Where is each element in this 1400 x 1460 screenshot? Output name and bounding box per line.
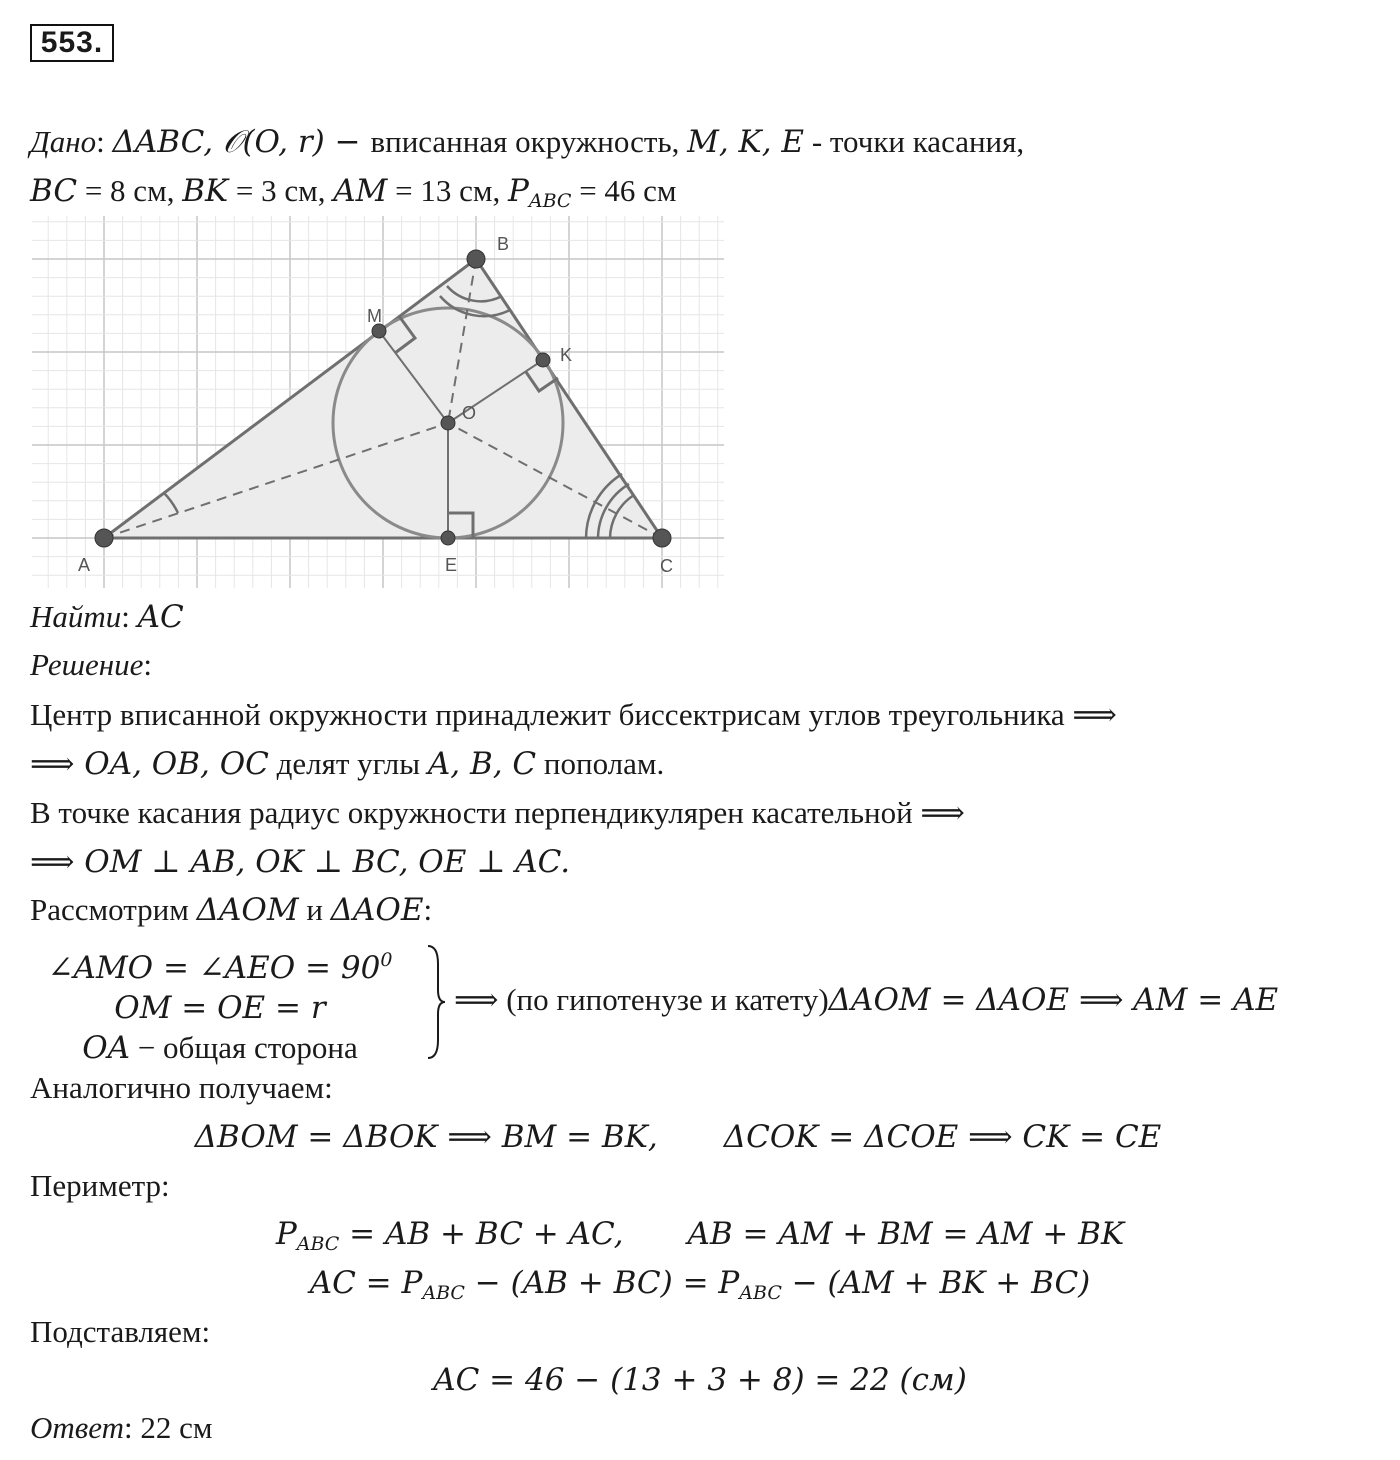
given-math: ΔABC, 𝒪(O, r) − xyxy=(112,124,371,160)
label-e: E xyxy=(445,555,458,575)
condition-3: OA − общая сторона xyxy=(82,1030,358,1066)
given-perimeter: P xyxy=(508,173,529,209)
step-3: В точке касания радиус окружности перпендикулярен касательной ⟹ xyxy=(30,795,965,830)
perimeter-formula-1: $P_{ABC}$ = AB + BC + AC, AB = AM + BM = AM + BK xyxy=(275,1216,1125,1255)
point-c xyxy=(653,529,671,547)
given-perimeter-value: = 46 см xyxy=(571,173,677,208)
point-b xyxy=(467,250,485,268)
step-5-text: Рассмотрим xyxy=(30,892,197,927)
point-k xyxy=(536,353,550,367)
right-brace xyxy=(426,944,446,1060)
perimeter-formula-2: AC = $P_{ABC} - (AB + BC) = P_{ABC} - (AM$ + BK + BC) xyxy=(309,1265,1091,1304)
analog-equations xyxy=(0,1117,1378,1157)
step-2 xyxy=(30,744,664,784)
analog-eq-1: ΔBOM = ΔBOK ⟹ BM = BK, xyxy=(194,1119,658,1155)
step-5-colon: : xyxy=(423,892,433,927)
step-5-math-1: ΔAOM xyxy=(196,892,299,928)
analog-label: Аналогично получаем: xyxy=(30,1070,333,1105)
step-2-tail: пополам. xyxy=(536,746,665,781)
step-5-and: и xyxy=(298,892,331,927)
find-label: Найти xyxy=(30,599,122,634)
system-conditions xyxy=(40,940,400,1068)
step-2-math: ⟹ OA, OB, OC xyxy=(30,746,269,782)
step-2-text: делят углы xyxy=(268,746,428,781)
given-bk-value: = 3 см, xyxy=(228,173,334,208)
step-5-math-2: ΔAOE xyxy=(330,892,424,928)
given-line-1: Дано: ΔABC, 𝒪(O, r) − вписанная окружность, M, K, E - точки касания, xyxy=(30,124,1025,160)
point-o xyxy=(441,416,455,430)
label-o: O xyxy=(462,403,477,423)
analog-eq-2: ΔCOK = ΔCOE ⟹ CK = CE xyxy=(723,1119,1162,1155)
given-line-2 xyxy=(30,171,677,221)
label-k: K xyxy=(560,345,573,365)
condition-1: ∠AMO = ∠AEO = $90^0$ xyxy=(47,949,393,986)
given-tail: - точки касания, xyxy=(804,124,1025,159)
step-2-math-2: A, B, C xyxy=(427,746,537,782)
given-text: вписанная окружность, xyxy=(370,124,688,159)
problem-number: 553. xyxy=(30,24,114,62)
substitute-label: Подставляем: xyxy=(30,1314,211,1349)
label-b: B xyxy=(497,234,510,254)
label-c: C xyxy=(660,556,673,576)
step-4: ⟹ OM ⊥ AB, OK ⊥ BC, OE ⊥ AC. xyxy=(30,844,571,880)
perimeter-label: Периметр: xyxy=(30,1168,170,1203)
given-bc-value: = 8 см, xyxy=(77,173,183,208)
given-am: AM xyxy=(333,173,388,209)
system-conclusion: ⟹ (по гипотенузе и катету)ΔAOM = ΔAOE ⟹ AM = AE xyxy=(454,982,1279,1018)
point-m xyxy=(372,324,386,338)
answer-value: : 22 см xyxy=(123,1410,213,1445)
triangle-figure xyxy=(32,216,724,588)
given-bc: BC xyxy=(30,173,78,209)
answer-label: Ответ xyxy=(30,1410,124,1445)
step-5 xyxy=(30,890,432,930)
condition-2: OM = OE = r xyxy=(114,990,326,1026)
solution-line: Решение: xyxy=(30,647,152,682)
solution-label: Решение xyxy=(30,647,144,682)
find-line: Найти: AC xyxy=(30,599,184,635)
answer-line xyxy=(30,1408,212,1448)
find-value: AC xyxy=(137,599,184,635)
point-a xyxy=(95,529,113,547)
label-m: M xyxy=(367,306,382,326)
given-perimeter-sub: ABC xyxy=(528,190,572,212)
given-label: Дано xyxy=(30,124,97,159)
substitute-equation: AC = 46 − (13 + 3 + 8) = 22 (см) xyxy=(433,1362,967,1398)
point-e xyxy=(441,531,455,545)
given-points: M, K, E xyxy=(687,124,805,160)
given-bk: BK xyxy=(182,173,229,209)
step-1: Центр вписанной окружности принадлежит биссектрисам углов треугольника ⟹ xyxy=(30,697,1117,732)
given-am-value: = 13 см, xyxy=(387,173,508,208)
label-a: A xyxy=(78,555,91,575)
